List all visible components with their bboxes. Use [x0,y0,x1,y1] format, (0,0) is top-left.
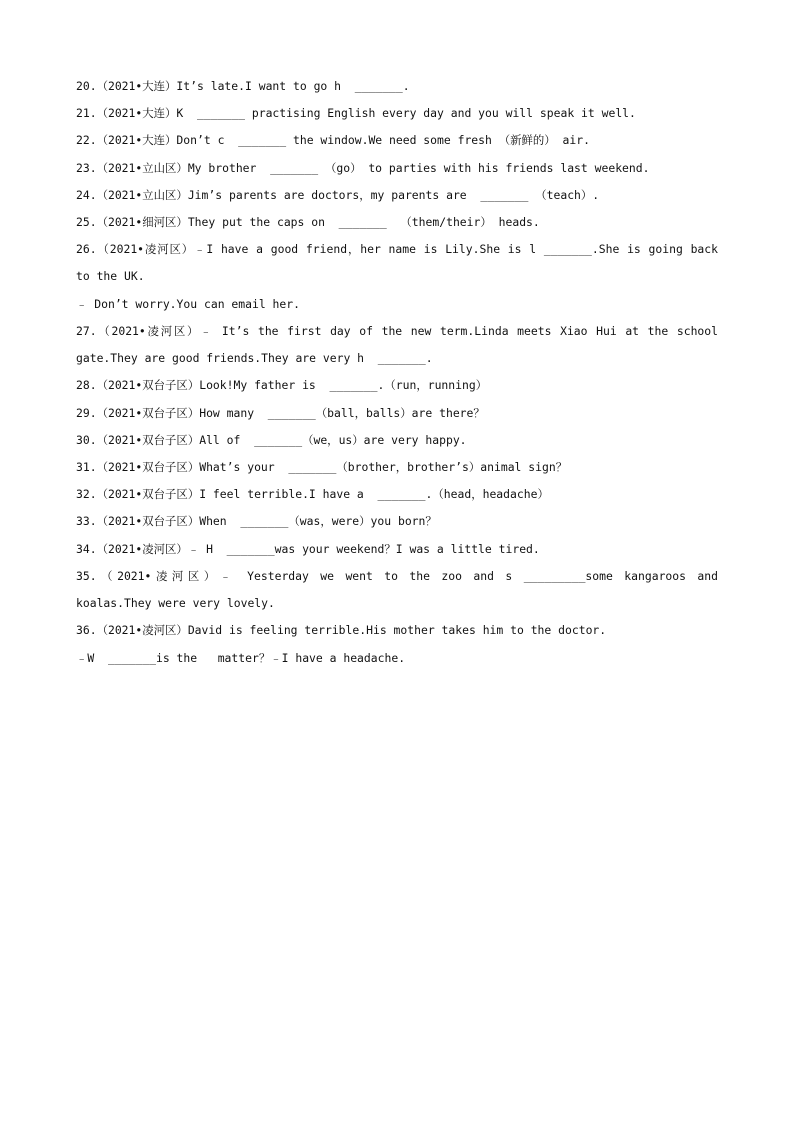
question-32: 32.（2021•双台子区）I feel terrible.I have a _______.（head，headache） [76,487,549,501]
question-25: 25.（2021•细河区）They put the caps on _______ （them/their） heads. [76,215,540,229]
question-36-dialogue: ﹣W _______is the matter？﹣I have a headache. [76,651,406,665]
question-20: 20.（2021•大连）It’s late.I want to go h _______. [76,79,410,93]
question-29: 29.（2021•双台子区）How many _______（ball，balls）are there？ [76,406,485,420]
question-27-continued: gate.They are good friends.They are very h _______. [76,351,433,365]
question-34: 34.（2021•凌河区）﹣ H _______was your weekend？I was a little tired. [76,542,540,556]
question-26: 26.（2021•凌河区）﹣I have a good friend，her name is Lily.She is l _______.She is going back [76,242,718,256]
question-27: 27.（2021•凌河区）﹣ It’s the first day of the new term.Linda meets Xiao Hui at the school [76,324,718,338]
question-35-continued: koalas.They were very lovely. [76,596,275,610]
question-26-continued: to the UK. [76,269,145,283]
question-28: 28.（2021•双台子区）Look!My father is _______.（run，running） [76,378,488,392]
question-33: 33.（2021•双台子区）When _______（was，were）you born？ [76,514,437,528]
question-31: 31.（2021•双台子区）What’s your _______（brother，brother’s）animal sign？ [76,460,568,474]
question-30: 30.（2021•双台子区）All of _______（we，us）are very happy. [76,433,467,447]
question-35: 35.（2021•凌河区）﹣ Yesterday we went to the zoo and s _________some kangaroos and [76,569,718,583]
question-26-reply: ﹣ Don’t worry.You can email her. [76,297,300,311]
question-22: 22.（2021•大连）Don’t c _______ the window.We need some fresh （新鲜的） air. [76,133,590,147]
question-21: 21.（2021•大连）K _______ practising English every day and you will speak it well. [76,106,636,120]
question-36: 36.（2021•凌河区）David is feeling terrible.His mother takes him to the doctor. [76,623,607,637]
question-23: 23.（2021•立山区）My brother _______ （go） to parties with his friends last weekend. [76,161,650,175]
question-24: 24.（2021•立山区）Jim’s parents are doctors，my parents are _______ （teach）. [76,188,600,202]
